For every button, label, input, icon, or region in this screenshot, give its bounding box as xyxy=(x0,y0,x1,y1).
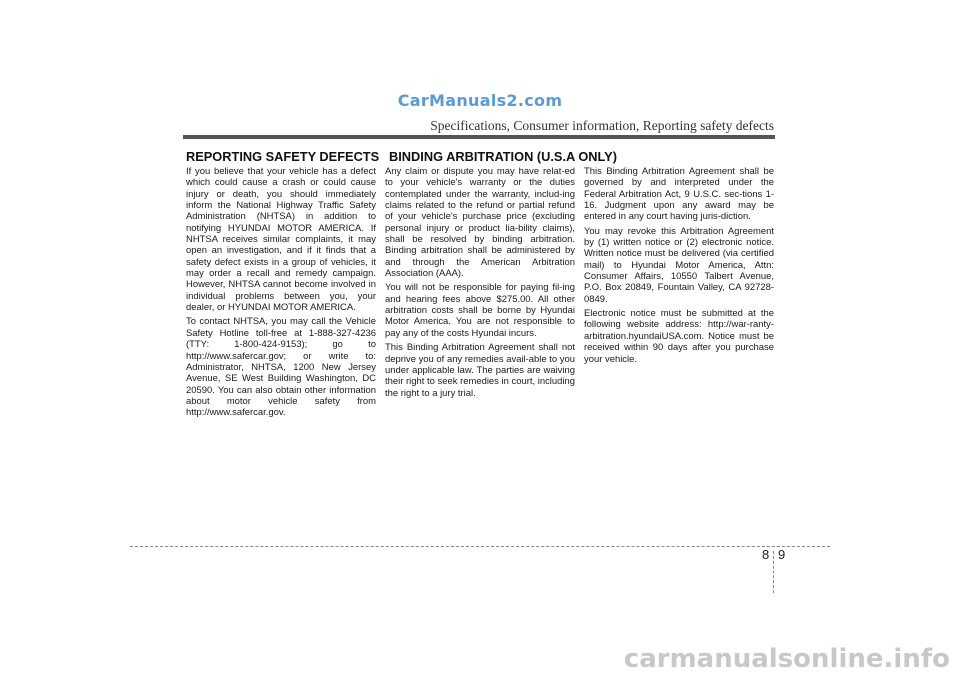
paragraph: To contact NHTSA, you may call the Vehicle Safety Hotline toll-free at 1-888-327-4236 (TTY: 1-800-424-9153); go to http://www.safercar.gov; or write to: Administrator, NHTSA, 1200 New Jersey Avenue, SE West Building Washington, DC 20590. You can also obtain other information about motor vehicle safety from http://www.safercar.gov. xyxy=(186,316,376,419)
column-arbitration-part-2 xyxy=(584,166,774,368)
page-header-title: Specifications, Consumer information, Reporting safety defects xyxy=(430,118,774,133)
paragraph: Any claim or dispute you may have relat-ed to your vehicle's warranty or the duties contemplated under the warranty, includ-ing claims related to the refund or partial refund of your vehicle's purchase price (excluding personal injury or product lia-bility claims), shall be resolved by binding arbitration. Binding arbitration shall be administered by and through the American Arbitration Association (AAA). xyxy=(385,166,575,280)
section-title-binding-arbitration: BINDING ARBITRATION (U.S.A ONLY) xyxy=(389,149,617,164)
section-title-reporting-safety-defects: REPORTING SAFETY DEFECTS xyxy=(186,149,380,164)
paragraph: This Binding Arbitration Agreement shall not deprive you of any remedies avail-able to you under applicable law. The parties are waiving their right to seek remedies in court, including the right to a jury trial. xyxy=(385,342,575,399)
paragraph: You may revoke this Arbitration Agreement by (1) written notice or (2) electronic notice. Written notice must be delivered (via certified mail) to Hyundai Motor America, Attn: Consumer Affairs, 10550 Talbert Avenue, P.O. Box 20849, Fountain Valley, CA 92728-0849. xyxy=(584,225,774,305)
paragraph: If you believe that your vehicle has a defect which could cause a crash or could cause injury or death, you should immediately inform the National Highway Traffic Safety Administration (NHTSA) in addition to notifying HYUNDAI MOTOR AMERICA. If NHTSA receives similar complaints, it may open an investigation, and if it finds that a safety defect exists in a group of vehicles, it may order a recall and remedy campaign. However, NHTSA cannot become involved in individual problems between you, your dealer, or HYUNDAI MOTOR AMERICA. xyxy=(186,166,376,314)
carmanuals-watermark: CarManuals2.com xyxy=(397,91,563,110)
watermark-text: carmanualsonline.info xyxy=(623,644,950,674)
column-reporting-safety-defects xyxy=(186,166,376,422)
paragraph: This Binding Arbitration Agreement shall be governed by and interpreted under the Federal Arbitration Act, 9 U.S.C. sec-tions 1-16. Judgment upon any award may be entered in any court having juris-diction. xyxy=(584,166,774,223)
header-rule xyxy=(183,135,775,139)
footer-dashed-rule xyxy=(130,546,830,547)
paragraph: You will not be responsible for paying fil-ing and hearing fees above $275.00. All other arbitration costs shall be borne by Hyundai Motor America. You are not responsible to pay any of the costs Hyundai incurs. xyxy=(385,282,575,339)
carmanualsonline-watermark xyxy=(0,644,960,674)
column-arbitration-part-1 xyxy=(385,166,575,402)
page-number: 9 xyxy=(778,547,786,562)
page-chapter-number: 8 xyxy=(762,547,770,562)
page-number-divider xyxy=(773,551,774,593)
paragraph: Electronic notice must be submitted at the following website address: http://war-ranty-arbitration.hyundaiUSA.com. Notice must be received within 90 days after you purchase your vehicle. xyxy=(584,308,774,365)
